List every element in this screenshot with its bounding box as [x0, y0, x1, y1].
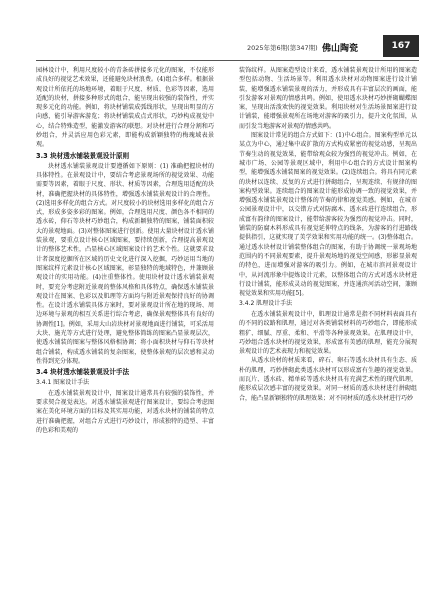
paragraph: 园林设计中，利用尺度较小的青条砖拼接多元化的图案，不仅能形成良好的视觉艺术效果，还能避免块材浪费。(4)组合多样。根据景观设计所依托的场地环境，着眼于尺度、材质、色彩等因素，选用适配的块材，拼接多种形式的组合，能呈现出较强的装饰性，并实现多元化的功能。例如，将块材铺装成弧线形状，呈现出明显的方向感，能引导游客游览；将块材铺装成点式形状，巧妙构成视觉中心，结合特殊造型，能激发游客的联想。对块材进行合理分割和巧妙组合，并灵活应用色彩元素，即能构成新颖独特的梅瑰域表景观。	[36, 67, 214, 149]
magazine-name: 佛山陶瓷	[322, 44, 359, 54]
paragraph: 块材透水铺装景观设计要遵循如下原则：(1) 准确把握块材的具体特性。在景观设计中，要结合考虑景观场所的视觉效果、功能需要等因素，着眼于尺度、形状、材质等因素，合理选用适配的块材，准确把握块材的具体特性，增强透水铺装景观设计的合理性。(2)选用多样化的组合方式。对尺度较小的块材选用多样化的组合方式，形成多姿多彩的图案。例如，合理选用尺度、颜色各不相同的透水砖，仰石等块材巧妙组合，构成新颖独特的图案，铺装面积较大的景观地面。(3)对整体图案进行创新。使用大量块材设计透水铺装景观，要重点设计核心区域图案，要持续创新，合理提高景观设计的整体艺术性，凸显核心区域图案设计的艺术个性。这就要求设计者深度挖掘所在区域的历史文化进行深入挖掘，巧妙运用当地的图案纹样元素设计核心区域图案，彰显独特的地域特色，并兼顾景观设计的实用功能。(4)注重整体性。使用块材设计透水铺装景观时，要充分考虑附近景观的整体风格和具体特点，确保透水铺装景观设计在图案、色彩以及肌理等方面均与附近景观保持良好的协调性。在设计透水铺装具体方案时，要对景观设计所在地的现场、周边环境与景观的相互关系进行综合考虑，确保景观整体具有良好的协调性[1]。例如，采用大山岩块材对景观地面进行铺装，可采活用大块、施光等方式进行处理，避免整体简练的图案凸显景观层次，使透水铺装的图案与整体风格相协调；将小面积块材与仰石等块材组合铺装，构成透水铺装的复杂图案，使整体景观的层次感和灵动性得到充分体现。	[36, 162, 214, 365]
paragraph: 从透水块材的材质来看，碎石、卵石等透水块材具有生态、质朴的肌理，巧妙拼砌此类透水块材可以形成富有生趣的视觉效果。而瓦片、透水砖、精单砖等透水块材具有充满艺术性的现代肌理，能形成层次感丰富的视觉效果。对同一材质的透水块材进行拼砌组合，能凸显新颖独特的肌理效果；对不同材质的透水块材进行巧妙	[239, 357, 417, 402]
paragraph: 在透水铺装景观设计中，图案设计通常具有较强的装饰性，并要求契合视觉表达。对透水铺装景观进行图案设计，要综合考虑图案在美化环境方面的目标及其实用功能，对透水块材的铺装的特点进行准确把握，对组合方式进行巧妙设计，形成独特的造型、丰富的色彩和美观的	[36, 389, 214, 434]
subsection-heading: 3.4.1 图案设计手法	[36, 379, 90, 387]
header-divider	[36, 60, 419, 61]
section-heading: 3.3 块材透水铺装景观设计原则	[36, 151, 130, 160]
issue-label: 2025年第6期(第347期)	[247, 44, 318, 52]
paragraph: 装饰纹样。从图案造型设计来看，透水铺装景观设计所用的图案造型包括动物、生活场景等。利用透水块材对动物图案进行设计铺装，能增强透水铺装景观的活力，并形成具有丰富层次的画面，能引发游客对景观的情感共鸣。例如，使用透水块材巧妙拼砌蝴蝶图案，呈现出活泼欢快的视觉效果。利用块材对生活场景图案进行设计铺装，能增强景观所在场地对游客的吸引力，提升文化氛围，从而引发当地游客对景观的情感共鸣。	[239, 67, 417, 130]
right-column	[239, 66, 417, 403]
left-column	[36, 66, 214, 435]
page-header	[0, 0, 427, 60]
section-heading: 3.4 块材透水铺装景观设计手法	[36, 368, 130, 377]
page-number: 167	[383, 35, 419, 57]
paragraph: 在透水铺装景观设计中，肌理设计通常是指不同材料表面具有的不同的纹路和肌理，通过对各类铺装材料的巧妙组合，即能形成粗犷、细腻、厚重、柔和、平滑等各种景观效果。在肌理设计中，巧妙组合透水块材的视觉效果，形成富有美感的肌理，能充分展现景观设计的艺术表现力和视觉效果。	[239, 310, 417, 356]
subsection-heading: 3.4.2 肌理设计手法	[239, 300, 293, 308]
paragraph: 图案设计常见的组合方式如下：(1)中心组合。图案构型单元以某点为中心，通过集中或扩散的方式构成紧密的视觉动感，呈现出节奏生动的视觉效果，能带给观众较为强烈的视觉冲击。例如，在城市广场、公园等景观区域中，利用中心组合的方式设计图案构型，能增强透水铺装图案的视觉效果。(2)连续组合。将具有同元素的块材以连续、反复的方式进行拼砌组合，呈现连续、有规律的图案构型效果。连续组合的图案设计能形成协调一致的视觉效果，并增强透水铺装景观设计整体的节奏的律和视觉美感。例如，在城市公园景观设计中，以交错方式对防腐木、透水砖进行连续组合，形成富有韵律的图案设计，能带给游客较为强烈的视觉冲击。同时，铺装的防腐木料形成具有视觉延伸特点的线条，为游客的行进路线提供指引，这就实现了美学效果和实用功能的统一。(3)整体组合。通过透水块材设计铺装整体组合的图案，有助于协调统一景观场地范围内的不同景观要素，提升景观场地的视觉空间感，形影显景观的特色，进而增强对游客的吸引力。例如，在城市滨河景观设计中，从河流形象中提炼设计元素，以整体组合的方式对透水块材进行设计铺装，能形成灵动的视觉图案，并连通滨河活动空间，兼顾视觉效果和实用功能[5]。	[239, 132, 417, 298]
